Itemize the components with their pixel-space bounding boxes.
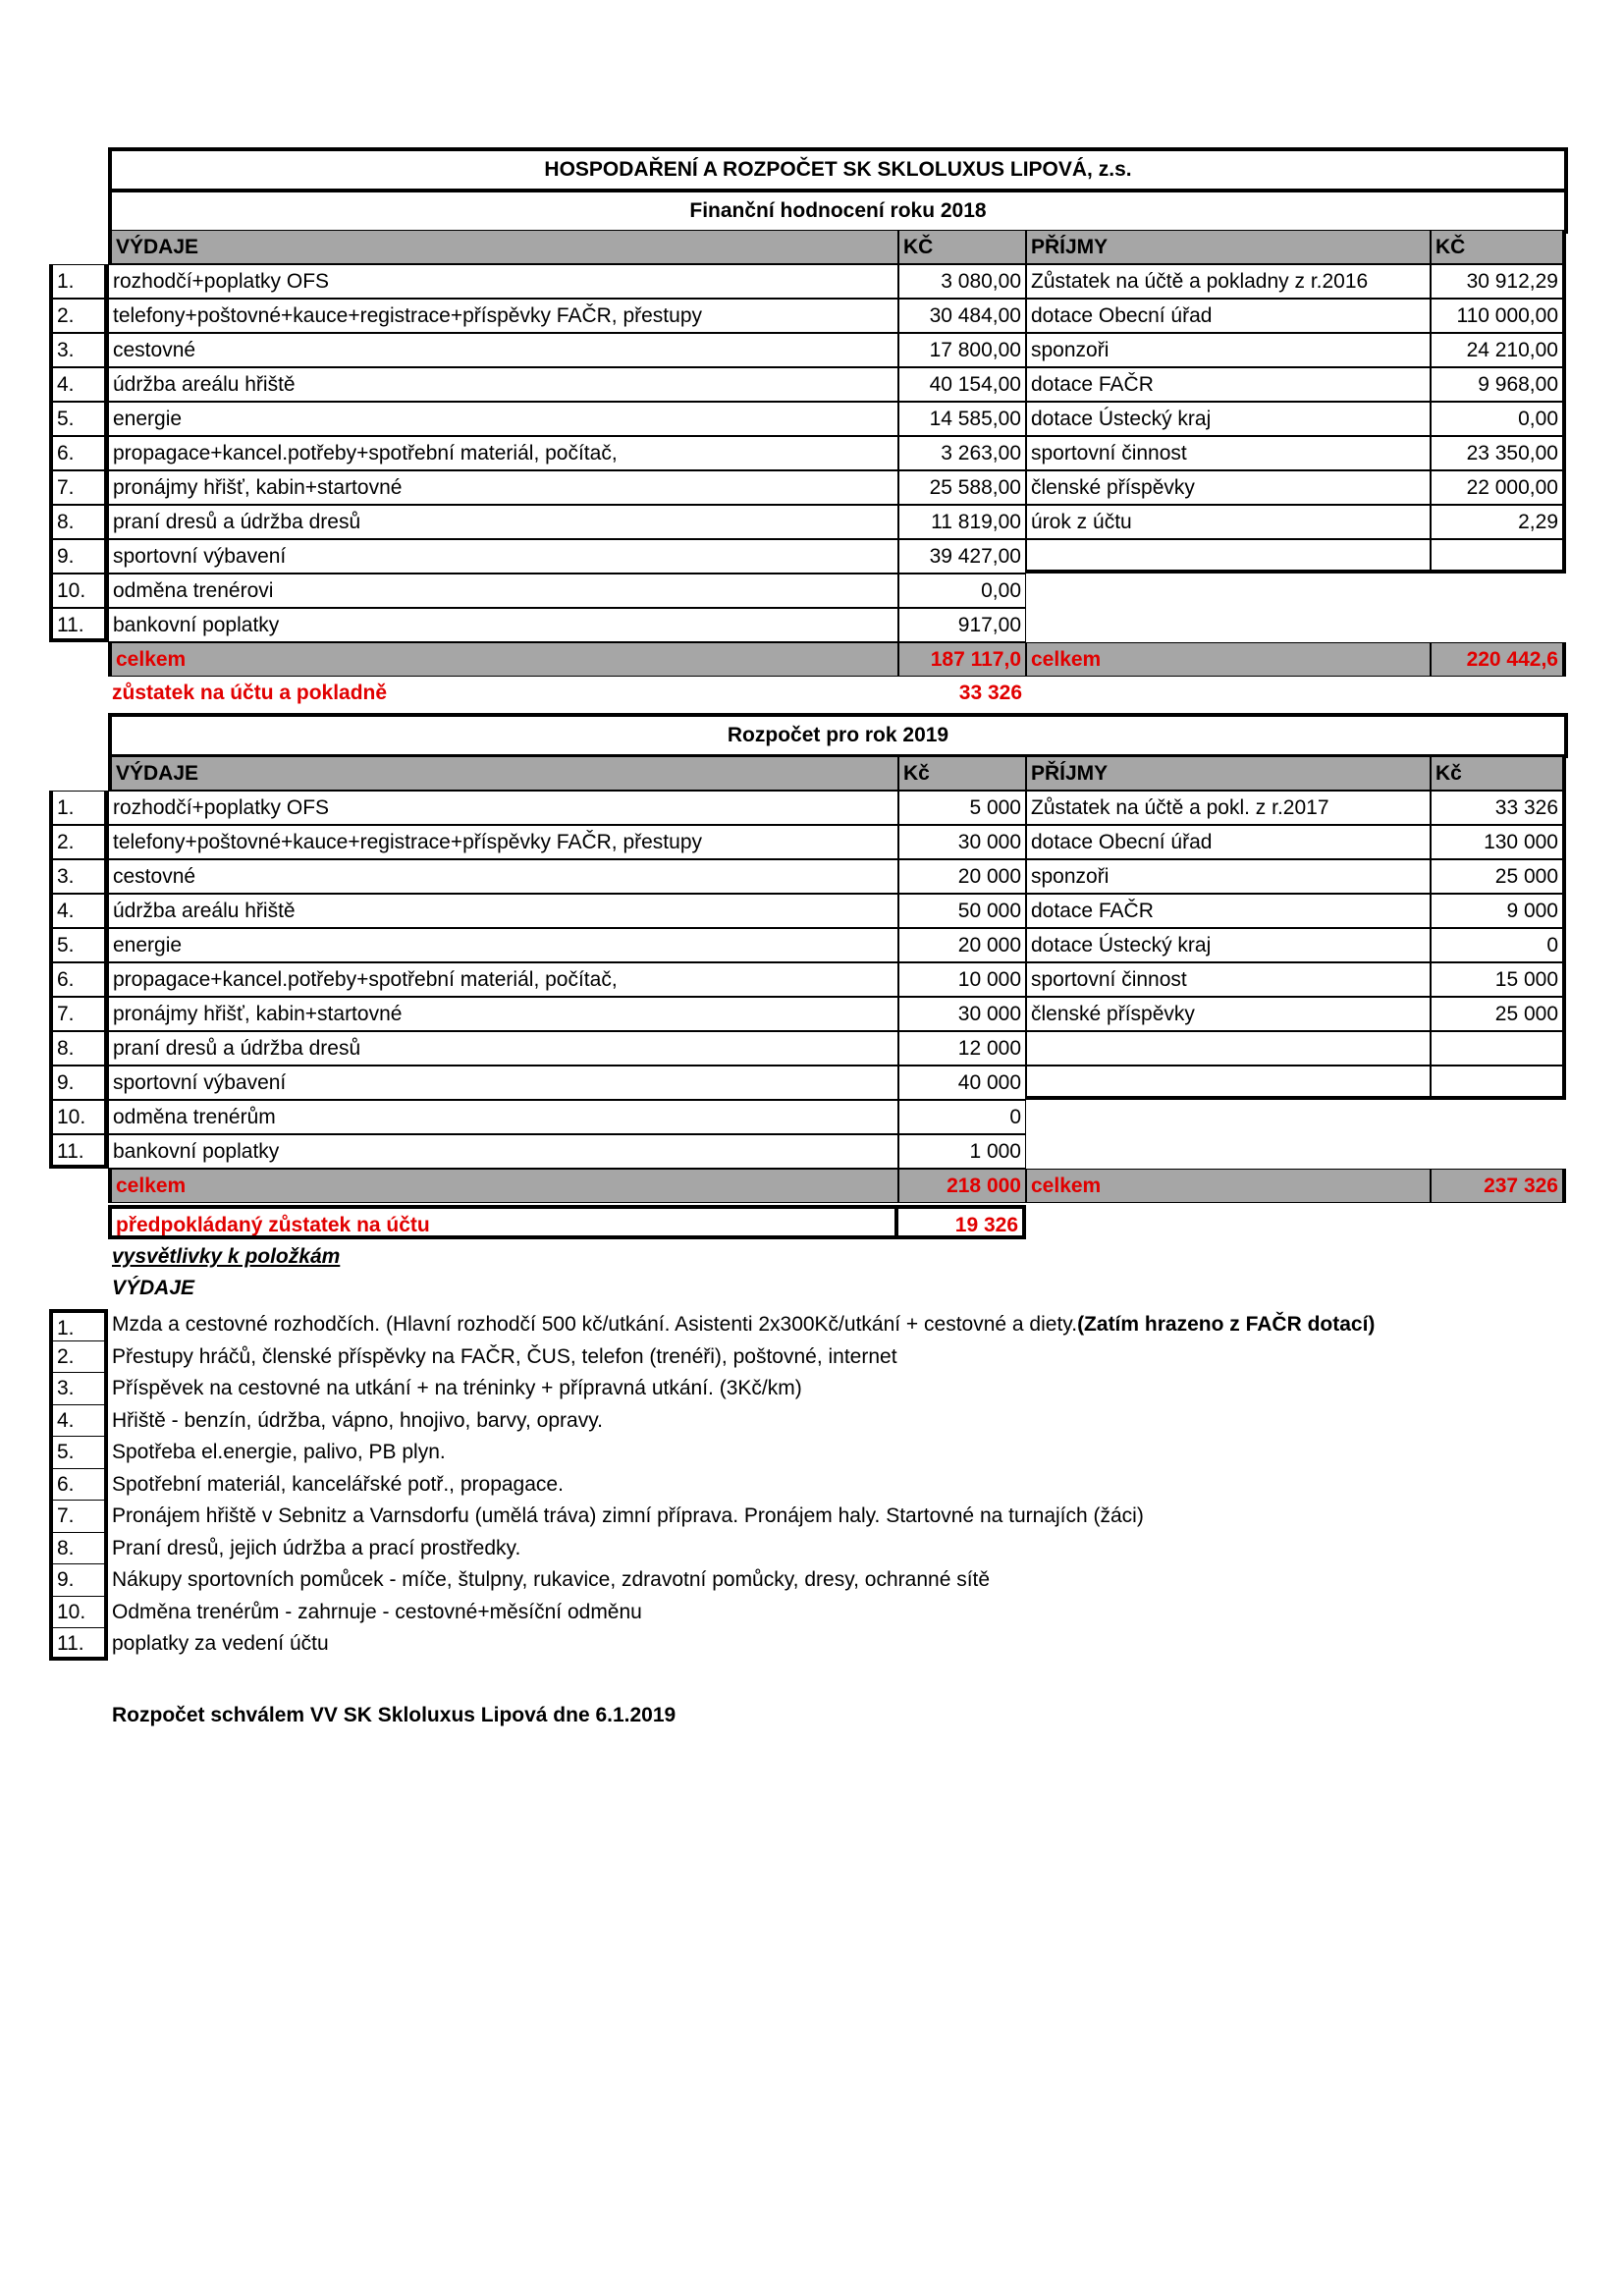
income-item: dotace Ústecký kraj [1026, 402, 1431, 436]
note-text [108, 1437, 446, 1469]
note-text [108, 1469, 564, 1502]
expense-item: telefony+poštovné+kauce+registrace+příspěvky FAČR, přestupy [108, 825, 898, 859]
expense-item: sportovní výbavení [108, 539, 898, 574]
row-number: 11. [49, 608, 108, 642]
income-amount: 33 326 [1431, 791, 1566, 825]
table-2019-title-box [108, 713, 1568, 758]
table-row [49, 825, 1566, 859]
expense-item: telefony+poštovné+kauce+registrace+příspěvky FAČR, přestupy [108, 299, 898, 333]
note-item [49, 1564, 1375, 1597]
document-title: HOSPODAŘENÍ A ROZPOČET SK SKLOLUXUS LIPOVÁ, z.s. [544, 158, 1132, 181]
approval-signature: Rozpočet schválem VV SK Skloluxus Lipová dne 6.1.2019 [112, 1704, 677, 1726]
income-amount: 9 000 [1431, 894, 1566, 928]
total-income-label: celkem [1026, 642, 1431, 677]
income-amount: 23 350,00 [1431, 436, 1566, 470]
income-item: sportovní činnost [1026, 962, 1431, 997]
table-2019-total-row [49, 1169, 1566, 1203]
expense-item: pronájmy hřišť, kabin+startovné [108, 997, 898, 1031]
note-number: 11. [49, 1628, 108, 1661]
table-row [49, 264, 1566, 299]
notes-heading: vysvětlivky k položkám [112, 1245, 341, 1268]
note-number: 1. [49, 1309, 108, 1341]
table-row [49, 928, 1566, 962]
expense-amount: 10 000 [898, 962, 1026, 997]
row-number: 6. [49, 962, 108, 997]
note-text-body: Přestupy hráčů, členské příspěvky na FAČR, ČUS, telefon (trenéři), poštovné, internet [112, 1344, 897, 1368]
row-number: 7. [49, 997, 108, 1031]
income-amount: 0,00 [1431, 402, 1566, 436]
income-item: sponzoři [1026, 859, 1431, 894]
note-text-body: Mzda a cestovné rozhodčích. (Hlavní rozhodčí 500 kč/utkání. Asistenti 2x300Kč/utkání + cestovné a diety. [112, 1313, 1078, 1336]
note-number: 7. [49, 1501, 108, 1533]
table-row [49, 299, 1566, 333]
table-row [49, 894, 1566, 928]
income-amount: 9 968,00 [1431, 367, 1566, 402]
note-number: 4. [49, 1405, 108, 1438]
row-number: 10. [49, 574, 108, 608]
note-text [108, 1373, 802, 1405]
table-row [49, 436, 1566, 470]
note-text [108, 1597, 642, 1629]
total-income-value: 220 442,6 [1431, 642, 1566, 677]
note-item [49, 1309, 1375, 1341]
note-text [108, 1405, 603, 1438]
note-item [49, 1341, 1375, 1374]
row-number: 2. [49, 299, 108, 333]
note-item [49, 1501, 1375, 1533]
row-number: 1. [49, 264, 108, 299]
expense-item: bankovní poplatky [108, 608, 898, 642]
note-item [49, 1533, 1375, 1565]
table-row [49, 997, 1566, 1031]
table-row [49, 574, 1026, 608]
expense-amount: 0 [898, 1100, 1026, 1134]
row-number: 9. [49, 539, 108, 574]
expense-item: praní dresů a údržba dresů [108, 1031, 898, 1066]
income-amount: 130 000 [1431, 825, 1566, 859]
expense-amount: 30 000 [898, 825, 1026, 859]
expense-amount: 30 484,00 [898, 299, 1026, 333]
table-row [49, 859, 1566, 894]
total-income-value-2019: 237 326 [1431, 1169, 1566, 1203]
table-2019-balance-row [49, 1205, 1026, 1239]
income-item [1026, 539, 1431, 574]
expense-item: údržba areálu hřiště [108, 894, 898, 928]
table-row [49, 608, 1026, 642]
expense-amount: 12 000 [898, 1031, 1026, 1066]
expense-amount: 3 080,00 [898, 264, 1026, 299]
table-row [49, 1066, 1566, 1100]
expense-amount: 20 000 [898, 859, 1026, 894]
income-amount: 22 000,00 [1431, 470, 1566, 505]
row-number: 8. [49, 505, 108, 539]
income-amount: 30 912,29 [1431, 264, 1566, 299]
total-expenses-label-2019: celkem [108, 1169, 898, 1203]
row-number: 5. [49, 928, 108, 962]
total-expenses-value-2019: 218 000 [898, 1169, 1026, 1203]
note-text-body: poplatky za vedení účtu [112, 1632, 329, 1655]
note-item [49, 1469, 1375, 1502]
header-prijmy-2019: PŘÍJMY [1026, 756, 1431, 791]
table-2019-header-row [49, 756, 1566, 791]
expense-amount: 50 000 [898, 894, 1026, 928]
note-number: 8. [49, 1533, 108, 1565]
note-number: 6. [49, 1469, 108, 1502]
total-income-label-2019: celkem [1026, 1169, 1431, 1203]
note-text-emphasis: (Zatím hrazeno z FAČR dotací) [1077, 1313, 1376, 1336]
note-number: 5. [49, 1437, 108, 1469]
expense-item: odměna trenérům [108, 1100, 898, 1134]
expected-balance-value: 19 326 [898, 1205, 1026, 1239]
note-text-body: Spotřební materiál, kancelářské potř., propagace. [112, 1472, 564, 1496]
income-item [1026, 1031, 1431, 1066]
header-kc-income: KČ [1431, 230, 1566, 264]
note-text-body: Pronájem hřiště v Sebnitz a Varnsdorfu (umělá tráva) zimní příprava. Pronájem haly. Startovné na turnajích (žáci) [112, 1504, 1144, 1527]
expense-amount: 1 000 [898, 1134, 1026, 1169]
expense-amount: 917,00 [898, 608, 1026, 642]
income-item: členské příspěvky [1026, 997, 1431, 1031]
row-number: 3. [49, 333, 108, 367]
row-number: 10. [49, 1100, 108, 1134]
expense-amount: 20 000 [898, 928, 1026, 962]
income-amount: 25 000 [1431, 997, 1566, 1031]
income-amount [1431, 1031, 1566, 1066]
expense-amount: 0,00 [898, 574, 1026, 608]
income-item: Zůstatek na účtě a pokl. z r.2017 [1026, 791, 1431, 825]
header-kc-expenses-2019: Kč [898, 756, 1026, 791]
note-number: 9. [49, 1564, 108, 1597]
expense-amount: 40 000 [898, 1066, 1026, 1100]
row-number: 6. [49, 436, 108, 470]
table-2018-title-box [108, 147, 1568, 234]
income-item: dotace Ústecký kraj [1026, 928, 1431, 962]
expense-item: údržba areálu hřiště [108, 367, 898, 402]
expense-amount: 25 588,00 [898, 470, 1026, 505]
total-expenses-value: 187 117,0 [898, 642, 1026, 677]
table-row [49, 791, 1566, 825]
row-number: 8. [49, 1031, 108, 1066]
income-amount [1431, 1066, 1566, 1100]
income-item: úrok z účtu [1026, 505, 1431, 539]
header-vydaje: VÝDAJE [108, 230, 898, 264]
expense-item: rozhodčí+poplatky OFS [108, 264, 898, 299]
note-item [49, 1628, 1375, 1661]
note-number: 2. [49, 1341, 108, 1374]
expense-amount: 14 585,00 [898, 402, 1026, 436]
table-row [49, 402, 1566, 436]
row-number: 7. [49, 470, 108, 505]
note-text [108, 1341, 897, 1374]
note-item [49, 1373, 1375, 1405]
row-number: 4. [49, 367, 108, 402]
note-text-body: Hřiště - benzín, údržba, vápno, hnojivo, barvy, opravy. [112, 1408, 603, 1432]
table-row [49, 505, 1566, 539]
income-item [1026, 1066, 1431, 1100]
table-row [49, 539, 1566, 574]
expense-amount: 40 154,00 [898, 367, 1026, 402]
income-amount: 2,29 [1431, 505, 1566, 539]
income-item: dotace Obecní úřad [1026, 299, 1431, 333]
table-row [49, 367, 1566, 402]
expense-item: sportovní výbavení [108, 1066, 898, 1100]
table-row [49, 333, 1566, 367]
expense-item: praní dresů a údržba dresů [108, 505, 898, 539]
income-item: členské příspěvky [1026, 470, 1431, 505]
income-amount: 15 000 [1431, 962, 1566, 997]
income-amount: 0 [1431, 928, 1566, 962]
total-expenses-label: celkem [108, 642, 898, 677]
note-item [49, 1405, 1375, 1438]
note-text-body: Příspěvek na cestovné na utkání + na tréninky + přípravná utkání. (3Kč/km) [112, 1377, 802, 1399]
row-number: 4. [49, 894, 108, 928]
row-number: 1. [49, 791, 108, 825]
expense-item: cestovné [108, 333, 898, 367]
expense-item: rozhodčí+poplatky OFS [108, 791, 898, 825]
note-number: 10. [49, 1597, 108, 1629]
expense-amount: 3 263,00 [898, 436, 1026, 470]
income-item: dotace Obecní úřad [1026, 825, 1431, 859]
header-vydaje-2019: VÝDAJE [108, 756, 898, 791]
expense-amount: 30 000 [898, 997, 1026, 1031]
expense-amount: 11 819,00 [898, 505, 1026, 539]
table-2019-heading: Rozpočet pro rok 2019 [727, 724, 949, 746]
note-text [108, 1628, 329, 1661]
row-number: 2. [49, 825, 108, 859]
expense-amount: 17 800,00 [898, 333, 1026, 367]
note-text [108, 1309, 1375, 1341]
expense-item: cestovné [108, 859, 898, 894]
notes-list [49, 1309, 1375, 1661]
expense-item: bankovní poplatky [108, 1134, 898, 1169]
note-item [49, 1597, 1375, 1629]
income-item: dotace FAČR [1026, 894, 1431, 928]
expense-amount: 39 427,00 [898, 539, 1026, 574]
expense-item: propagace+kancel.potřeby+spotřební materiál, počítač, [108, 436, 898, 470]
table-row [49, 1031, 1566, 1066]
note-item [49, 1437, 1375, 1469]
table-row [49, 1100, 1026, 1134]
notes-subheading: VÝDAJE [112, 1277, 195, 1299]
table-2018-total-row [49, 642, 1566, 677]
expense-item: pronájmy hřišť, kabin+startovné [108, 470, 898, 505]
note-number: 3. [49, 1373, 108, 1405]
expected-balance-label: předpokládaný zůstatek na účtu [108, 1205, 898, 1239]
note-text [108, 1564, 990, 1597]
table-row [49, 962, 1566, 997]
row-number: 5. [49, 402, 108, 436]
note-text-body: Praní dresů, jejich údržba a prací prostředky. [112, 1536, 521, 1559]
income-amount: 110 000,00 [1431, 299, 1566, 333]
table-2018-header-row [49, 230, 1566, 264]
row-number: 3. [49, 859, 108, 894]
income-item: sponzoři [1026, 333, 1431, 367]
header-kc-income-2019: Kč [1431, 756, 1566, 791]
table-row [49, 470, 1566, 505]
note-text [108, 1533, 520, 1565]
header-kc-expenses: KČ [898, 230, 1026, 264]
income-item: dotace FAČR [1026, 367, 1431, 402]
row-number: 11. [49, 1134, 108, 1169]
note-text [108, 1501, 1144, 1533]
expense-amount: 5 000 [898, 791, 1026, 825]
row-number: 9. [49, 1066, 108, 1100]
income-item: Zůstatek na účtě a pokladny z r.2016 [1026, 264, 1431, 299]
note-text-body: Spotřeba el.energie, palivo, PB plyn. [112, 1441, 446, 1463]
header-prijmy: PŘÍJMY [1026, 230, 1431, 264]
expense-item: energie [108, 928, 898, 962]
income-amount [1431, 539, 1566, 574]
income-amount: 25 000 [1431, 859, 1566, 894]
balance-value: 33 326 [958, 682, 1022, 704]
table-row [49, 1134, 1026, 1169]
expense-item: energie [108, 402, 898, 436]
note-text-body: Nákupy sportovních pomůcek - míče, štulpny, rukavice, zdravotní pomůcky, dresy, ochranné sítě [112, 1568, 991, 1591]
expense-item: propagace+kancel.potřeby+spotřební materiál, počítač, [108, 962, 898, 997]
table-2018-balance-row [49, 677, 1026, 711]
balance-label: zůstatek na účtu a pokladně [112, 682, 388, 704]
income-amount: 24 210,00 [1431, 333, 1566, 367]
note-text-body: Odměna trenérům - zahrnuje - cestovné+měsíční odměnu [112, 1600, 642, 1623]
expense-item: odměna trenérovi [108, 574, 898, 608]
income-item: sportovní činnost [1026, 436, 1431, 470]
table-2018-heading: Finanční hodnocení roku 2018 [112, 189, 1564, 230]
